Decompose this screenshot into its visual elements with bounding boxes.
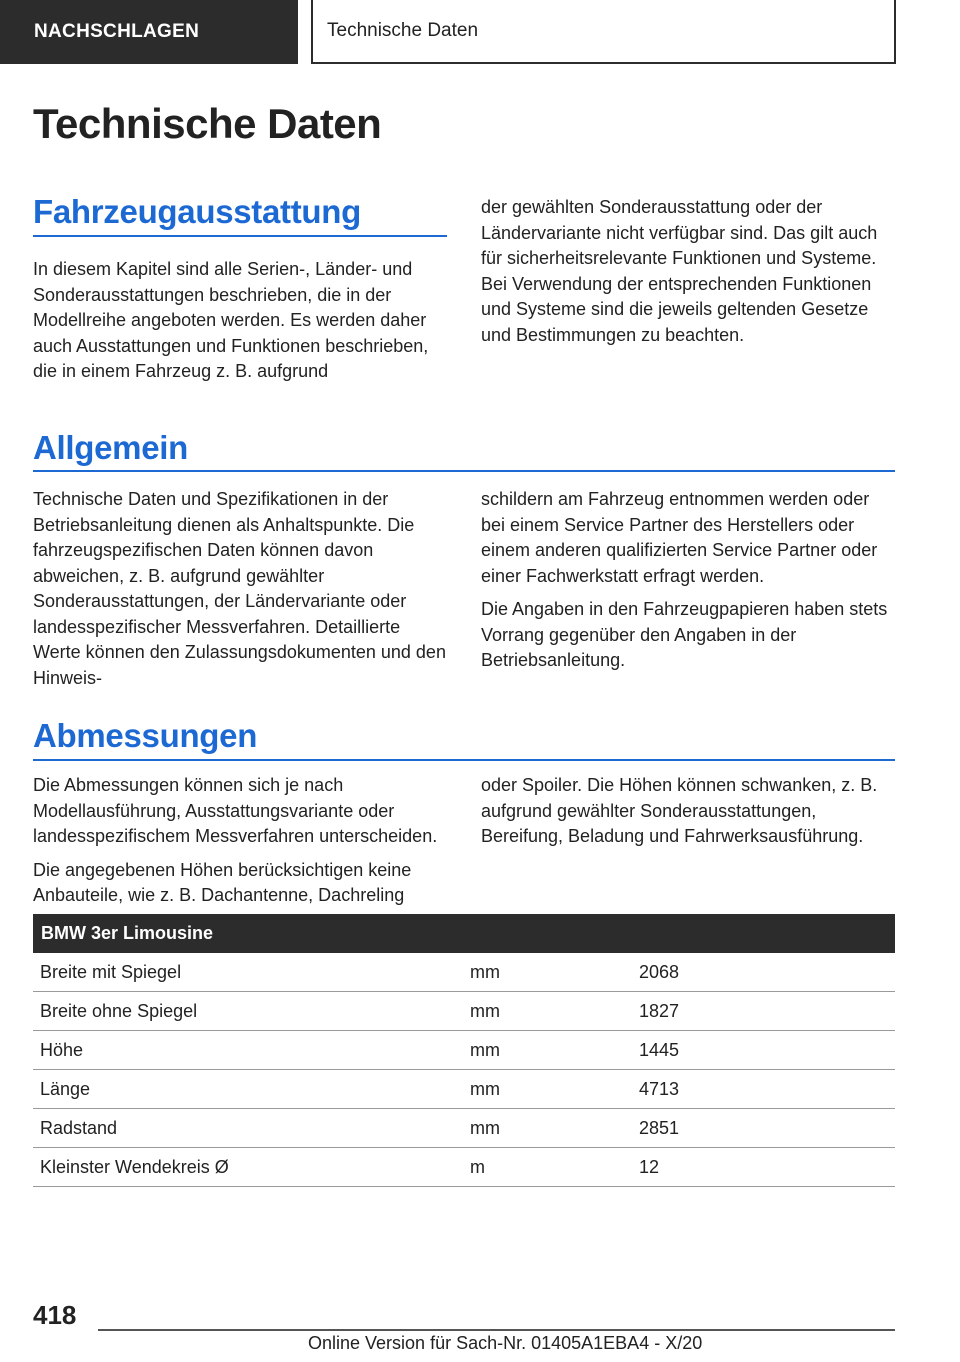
table-row (33, 1070, 895, 1109)
row-value: 12 (632, 1148, 895, 1187)
table-row (33, 1148, 895, 1187)
table-row (33, 1109, 895, 1148)
row-unit: mm (463, 1109, 632, 1148)
paragraph: Die angegebenen Höhen berücksichtigen keine Anbauteile, wie z. B. Dachantenne, Dachreling (33, 859, 412, 905)
text-column-right (481, 195, 895, 356)
row-label: Radstand (33, 1109, 463, 1148)
heading-rule (33, 759, 895, 761)
heading-fahrzeugausstattung: Fahrzeugausstattung (33, 193, 361, 230)
row-value: 2068 (632, 953, 895, 992)
row-value: 1827 (632, 992, 895, 1031)
header-section-tab (0, 0, 298, 64)
row-unit: mm (463, 1070, 632, 1109)
heading-allgemein: Allgemein (33, 429, 189, 466)
text-column-right (481, 773, 895, 858)
row-unit: mm (463, 953, 632, 992)
heading-rule (33, 235, 447, 237)
table-row (33, 953, 895, 992)
heading-abmessungen: Abmessungen (33, 717, 258, 754)
paragraph: Die Abmessungen können sich je nach Modellausführung, Ausstattungsvariante oder landesspezifischem Messverfahren unterscheiden. (33, 775, 438, 846)
paragraph: Die Angaben in den Fahrzeugpapieren haben stets Vorrang gegenüber den Angaben in der Betriebsanleitung. (481, 599, 888, 670)
paragraph: In diesem Kapitel sind alle Serien-, Länder- und Sonderausstattungen beschrieben, die in der Modellreihe angeboten werden. Es werden daher auch Ausstattungen und Funktionen beschrieben, die in einem Fahrzeug z. B. aufgrund (33, 259, 429, 381)
row-unit: mm (463, 992, 632, 1031)
paragraph: oder Spoiler. Die Höhen können schwanken, z. B. aufgrund gewählter Sonderausstattungen, Bereifung, Beladung und Fahrwerksausführung. (481, 775, 878, 846)
row-label: Breite mit Spiegel (33, 953, 463, 992)
heading-rule (33, 470, 895, 472)
footer-rule (98, 1329, 895, 1331)
paragraph: der gewählten Sonderausstattung oder der Ländervariante nicht verfügbar sind. Das gilt auch für sicherheitsrelevante Funktionen und Systeme. Bei Verwendung der entsprechenden Funktionen und Systeme sind die jeweils geltenden Gesetze und Bestimmungen zu beachten. (481, 197, 878, 345)
row-value: 4713 (632, 1070, 895, 1109)
page-title: Technische Daten (33, 100, 382, 147)
text-column-left (33, 487, 447, 699)
row-label: Kleinster Wendekreis Ø (33, 1148, 463, 1187)
footer-text: Online Version für Sach-Nr. 01405A1EBA4 - X/20 (308, 1333, 703, 1353)
table-title: BMW 3er Limousine (33, 914, 895, 953)
paragraph: schildern am Fahrzeug entnommen werden oder bei einem Service Partner des Herstellers oder einem anderen qualifizierten Service Partner oder einer Fachwerkstatt erfragt werden. (481, 489, 878, 586)
text-column-left (33, 773, 447, 917)
table-row (33, 1031, 895, 1070)
header-section-label: NACHSCHLAGEN (34, 21, 200, 42)
text-column-left (33, 257, 445, 393)
row-label: Höhe (33, 1031, 463, 1070)
header-chapter-label: Technische Daten (327, 20, 479, 41)
row-value: 1445 (632, 1031, 895, 1070)
dimensions-table (33, 914, 895, 1187)
row-unit: mm (463, 1031, 632, 1070)
page-number: 418 (33, 1300, 77, 1330)
table-header-row (33, 914, 895, 953)
header-chapter-tab (311, 0, 896, 64)
table-row (33, 992, 895, 1031)
row-value: 2851 (632, 1109, 895, 1148)
row-unit: m (463, 1148, 632, 1187)
paragraph: Technische Daten und Spezifikationen in der Betriebsanleitung dienen als Anhaltspunkte. Die fahrzeugspezifischen Daten können davon abweichen, z. B. aufgrund gewählter Sonderausstattungen, der Ländervariante oder landesspezifischer Messverfahren. Detaillierte Werte können den Zulassungsdokumenten und den Hinweis- (33, 489, 446, 688)
row-label: Breite ohne Spiegel (33, 992, 463, 1031)
row-label: Länge (33, 1070, 463, 1109)
text-column-right (481, 487, 895, 682)
